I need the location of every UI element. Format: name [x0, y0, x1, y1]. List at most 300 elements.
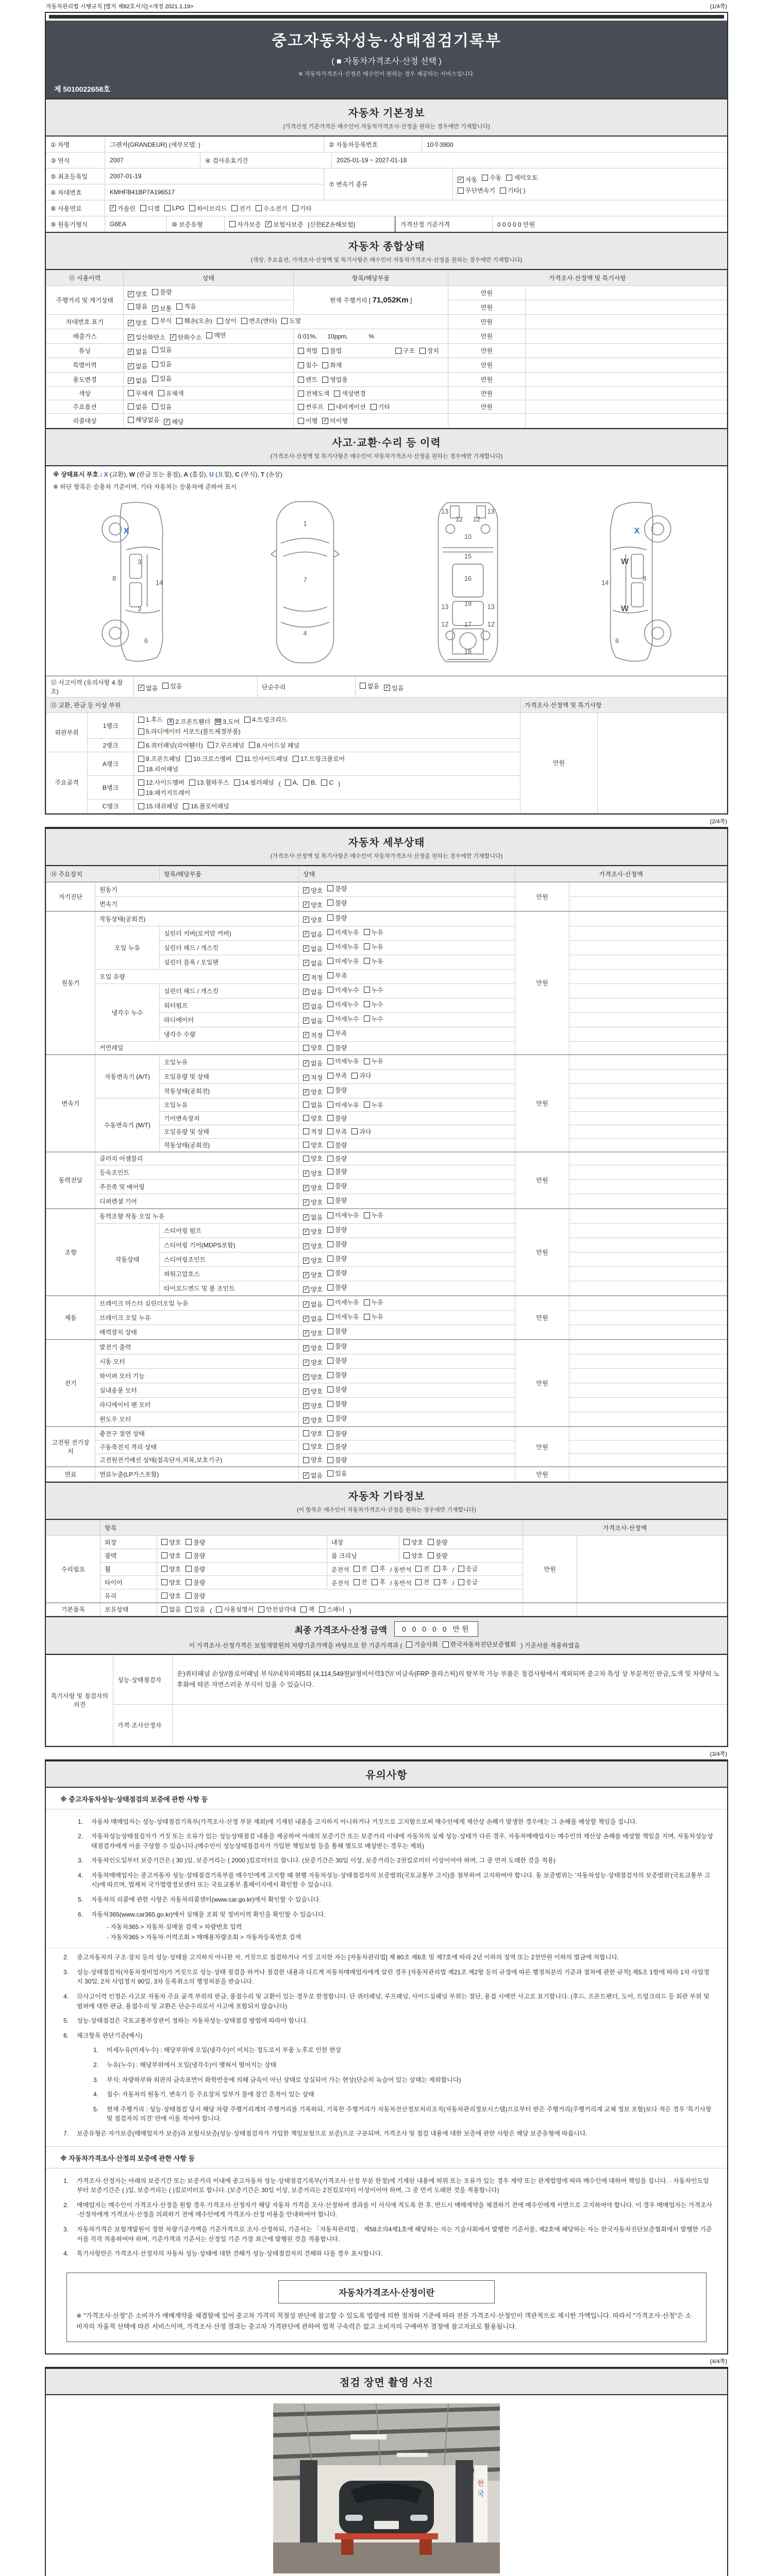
checkbox-양호[interactable] [303, 1114, 323, 1123]
checkbox-없음[interactable] [303, 1002, 323, 1011]
checkbox-label: 누유 [371, 928, 383, 936]
checkbox-양호[interactable] [128, 290, 147, 298]
checkbox-label: 누유 [371, 1101, 383, 1109]
checkbox-양호[interactable] [303, 916, 323, 924]
table-row: 작동상태(공회전) 양호 불량 [46, 1139, 727, 1152]
checkbox-A,[interactable] [285, 779, 298, 786]
checkbox-불량[interactable] [186, 1551, 205, 1560]
checkbox-불량[interactable] [327, 1114, 347, 1123]
checkbox-양호[interactable] [303, 886, 323, 895]
checkbox-무채색[interactable] [128, 389, 154, 398]
checkbox-누수[interactable] [364, 1000, 383, 1009]
checkbox-양호[interactable] [161, 1565, 181, 1573]
checkbox-가솔린[interactable] [110, 204, 136, 213]
registration-number-value: 10우3900 [427, 141, 453, 148]
checkbox-box-icon [186, 756, 192, 762]
checkbox-누유[interactable] [364, 928, 383, 937]
checkbox-양호[interactable] [303, 1455, 323, 1464]
checkbox-있음[interactable] [327, 1469, 347, 1478]
checkbox-미세누유[interactable] [327, 928, 359, 937]
detail-note: (가격조사·산정액 및 특기사항은 매수인이 자동차가격조사·산정을 원하는 경우에만 기재합니다) [270, 853, 503, 859]
checkbox-무단변속기[interactable] [458, 186, 495, 195]
checkbox-전기[interactable] [231, 204, 251, 213]
checkbox-있음[interactable] [152, 374, 172, 383]
checkbox-미세누수[interactable] [327, 1014, 359, 1023]
checkbox-한국자동차진단보증협회[interactable] [443, 1640, 516, 1649]
checkbox-LPG[interactable] [164, 205, 184, 212]
checkbox-label: 없음 [136, 363, 148, 370]
checkbox-label: 양호 [169, 1592, 181, 1600]
checkbox-label: 없음 [311, 1472, 323, 1479]
diagram-mark-14: 14 [155, 579, 163, 587]
checkbox-전[interactable] [354, 1564, 367, 1573]
checkbox-불량[interactable] [327, 1181, 347, 1190]
checkbox-부식[interactable] [152, 316, 172, 325]
notice-subline: - 자동차365 > 자동차·실매물 검색 > 차량번호 입력 [107, 1923, 242, 1931]
checkbox-5.라디에이터 서포트(볼트체결부품)[interactable] [138, 727, 241, 736]
checkbox-3.도어[interactable] [215, 717, 240, 726]
checkbox-양호[interactable] [303, 1270, 323, 1279]
checkbox-label: 11.인사이드패널 [244, 755, 288, 762]
checkbox-없음[interactable] [303, 1100, 323, 1109]
checkbox-누수[interactable] [364, 986, 383, 994]
checkbox-탄화수소[interactable] [170, 333, 201, 342]
final-price-bar [46, 1616, 727, 1655]
checkbox-15.대쉬패널[interactable] [138, 802, 178, 810]
checkbox-해당[interactable] [164, 417, 183, 426]
checkbox-미세누유[interactable] [327, 942, 359, 951]
legend-code-C: C [235, 471, 240, 478]
checkbox-훼손(오손)[interactable] [176, 316, 212, 325]
checkbox-색상변경[interactable] [334, 389, 365, 398]
checkbox-미세누수[interactable] [327, 1000, 359, 1009]
checkbox-전[interactable] [415, 1564, 429, 1573]
checkbox-6.쿼터패널(리어휀더)[interactable] [138, 741, 203, 750]
checkbox-불량[interactable] [327, 1141, 347, 1149]
checkbox-스패너[interactable] [319, 1605, 345, 1614]
checkbox-box-icon: ✓ [128, 334, 133, 340]
checkbox-적정[interactable] [303, 1031, 323, 1040]
checkbox-누유[interactable] [364, 1100, 383, 1109]
detail-header [46, 828, 727, 866]
checkbox-box-icon [327, 1328, 333, 1334]
checkbox-label: 보험사보증 [273, 221, 304, 228]
checkbox-미세누유[interactable] [327, 1100, 359, 1109]
checkbox-세미오토[interactable] [506, 173, 537, 182]
checkbox-없음[interactable] [303, 944, 323, 953]
checkbox-누유[interactable] [364, 1057, 383, 1065]
checkbox-전[interactable] [354, 1578, 367, 1586]
checkbox-불량[interactable] [327, 1414, 347, 1422]
checkbox-16.플로어패널[interactable] [183, 802, 229, 810]
checkbox-label: 잭 [308, 1606, 314, 1613]
checkbox-부족[interactable] [327, 1029, 347, 1038]
misc-grid [46, 1520, 727, 1616]
checkbox-box-icon [322, 377, 328, 383]
checkbox-보험사보증[interactable] [265, 220, 303, 229]
checkbox-양호[interactable] [303, 1242, 323, 1250]
checkbox-없음[interactable] [303, 1016, 323, 1025]
checkbox-적정[interactable] [303, 973, 323, 982]
checkbox-기타[interactable] [371, 402, 390, 411]
checkbox-없음[interactable] [128, 362, 147, 370]
checkbox-없음[interactable] [303, 930, 323, 939]
checkbox-썬루프[interactable] [298, 402, 324, 411]
checkbox-양호[interactable] [303, 1416, 323, 1425]
checkbox-누유[interactable] [364, 1211, 383, 1219]
checkbox-사용설명서[interactable] [216, 1605, 254, 1614]
checkbox-box-icon [281, 318, 288, 324]
checkbox-label: 색상변경 [342, 390, 366, 397]
checkbox-양호[interactable] [303, 1198, 323, 1207]
checkbox-불량[interactable] [428, 1538, 447, 1547]
final-price-amount: 0 0 0 0 0 만원 [394, 1621, 478, 1637]
checkbox-없음[interactable] [128, 376, 147, 385]
checkbox-box-icon: ✓ [304, 960, 309, 965]
checkbox-2.프론트휀더[interactable] [167, 717, 210, 726]
checkbox-불량[interactable] [186, 1591, 205, 1600]
checkbox-1.후드[interactable] [138, 715, 163, 724]
checkbox-box-icon [138, 756, 144, 762]
checkbox-하이브리드[interactable] [189, 204, 227, 213]
checkbox-없음[interactable] [138, 684, 158, 692]
checkbox-있음[interactable] [384, 684, 404, 692]
checkbox-장치[interactable] [419, 346, 439, 355]
table-row: 제동 브레이크 마스터 실린더오일 누유 ✓ 없음 미세누유 누유 만원 [46, 1296, 727, 1311]
checkbox-9.프론트패널[interactable] [138, 754, 181, 763]
checkbox-있음[interactable] [186, 1605, 205, 1614]
checkbox-box-icon [406, 1641, 412, 1648]
checkbox-label: 불량 [193, 1592, 206, 1600]
checkbox-불량[interactable] [327, 1254, 347, 1263]
car-diagrams [46, 491, 727, 675]
checkbox-양호[interactable] [303, 1183, 323, 1192]
checkbox-양호[interactable] [303, 1344, 323, 1352]
checkbox-label: 없음 [311, 1301, 323, 1308]
checkbox-양호[interactable] [303, 1429, 323, 1438]
checkbox-양호[interactable] [303, 1442, 323, 1451]
checkbox-box-icon: ✓ [128, 363, 133, 369]
checkbox-일산화탄소[interactable] [128, 333, 165, 342]
checkbox-box-icon [327, 885, 333, 891]
checkbox-box-icon [186, 1592, 192, 1599]
inspection-photos [46, 2395, 727, 2576]
checkbox-label: 없음 [367, 682, 380, 690]
checkbox-양호[interactable] [303, 901, 323, 909]
checkbox-label: 사용설명서 [224, 1606, 254, 1613]
checkbox-후[interactable] [372, 1564, 385, 1573]
checkbox-이행[interactable] [298, 416, 317, 425]
checkbox-box-icon [217, 318, 223, 324]
checkbox-불량[interactable] [327, 1196, 347, 1205]
checkbox-있음[interactable] [152, 345, 172, 354]
checkbox-과다[interactable] [351, 1127, 371, 1136]
table-row: 원동기 작동상태(공회전) ✓ 양호 불량 만원 [46, 911, 727, 926]
checkbox-box-icon [404, 1539, 410, 1545]
checkbox-수동[interactable] [482, 173, 501, 182]
checkbox-기술사회[interactable] [406, 1640, 438, 1649]
checkbox-양호[interactable] [161, 1591, 181, 1600]
checkbox-18.리어패널[interactable] [138, 765, 178, 773]
checkbox-기타( )[interactable] [500, 186, 526, 195]
checkbox-label: 없음 [311, 1101, 323, 1109]
checkbox-적정[interactable] [303, 1127, 323, 1136]
table-row: 동력전달 클러치 어셈블리 양호 불량 만원 [46, 1152, 727, 1165]
checkbox-불량[interactable] [327, 1043, 347, 1052]
checkbox-C[interactable] [321, 779, 333, 786]
checkbox-많음[interactable] [128, 302, 147, 311]
checkbox-누유[interactable] [364, 1312, 383, 1321]
diagram-mark-W: W [621, 604, 629, 614]
checkbox-label: 미세누수 [335, 1001, 359, 1008]
checkbox-양호[interactable] [303, 1329, 323, 1337]
checkbox-디젤[interactable] [140, 204, 160, 213]
checkbox-label: 있음 [160, 361, 172, 368]
checkbox-불량[interactable] [327, 1342, 347, 1350]
checkbox-있음[interactable] [152, 360, 172, 368]
checkbox-자가보증[interactable] [229, 220, 261, 229]
checkbox-적정[interactable] [303, 1073, 323, 1082]
transmission-options [453, 168, 727, 200]
price-definition-text: ※ "가격조사·산정"은 소비자가 매매계약을 체결함에 있어 중고차 가격의 적절성 판단에 참고할 수 있도록 법령에 의한 절차와 기준에 따라 전문 가격조사·산정인이 객관적으로 제시한 가액입니다. 따라서 "가격조사·산정"은 소비자의 자율적 선택에 따른 서비스이며, 가격조사·산정 결과는 중고차 가격판단에 관하여 법적 구속력은 없고 소비자의 구매여부 결정에 참고자료로 활용됩니다. [76, 2312, 692, 2330]
checkbox-응급[interactable] [458, 1578, 478, 1586]
checkbox-누유[interactable] [364, 1298, 383, 1307]
checkbox-양호[interactable] [303, 1285, 323, 1294]
amount-cell: 만원 [515, 1467, 569, 1482]
checkbox-양호[interactable] [303, 1169, 323, 1178]
checkbox-양호[interactable] [303, 1256, 323, 1265]
table-row [46, 1655, 727, 1704]
checkbox-미이행[interactable] [322, 416, 348, 425]
checkbox-보통[interactable] [152, 304, 172, 313]
checkbox-label: 양호 [311, 1114, 323, 1122]
checkbox-불량[interactable] [327, 913, 347, 922]
checkbox-불법[interactable] [322, 346, 342, 355]
checkbox-있음[interactable] [162, 682, 182, 690]
diagram-mark-12: 12 [441, 620, 449, 629]
checkbox-있음[interactable] [152, 402, 172, 411]
checkbox-변조(변타)[interactable] [241, 316, 277, 325]
checkbox-양호[interactable] [303, 1387, 323, 1396]
checkbox-영업용[interactable] [322, 375, 348, 384]
field-label: ⑩ 보증유형 [167, 216, 225, 232]
checkbox-불량[interactable] [327, 1356, 347, 1365]
checkbox-8.사이드실 패널[interactable] [249, 741, 299, 750]
price-definition-box [66, 2273, 707, 2343]
checkbox-불량[interactable] [327, 1154, 347, 1163]
basic-items-label: 기본품목 [46, 1603, 100, 1616]
checkbox-과다[interactable] [351, 1071, 371, 1080]
checkbox-적법[interactable] [298, 346, 317, 355]
checkbox-box-icon [327, 1314, 333, 1320]
checkbox-B,[interactable] [303, 779, 316, 786]
basic-info-table [46, 137, 727, 232]
checkbox-전[interactable] [415, 1578, 429, 1586]
checkbox-불량[interactable] [327, 1455, 347, 1464]
checkbox-미세누유[interactable] [327, 1312, 359, 1321]
checkbox-불량[interactable] [327, 1370, 347, 1379]
checkbox-불량[interactable] [327, 1268, 347, 1277]
checkbox-불량[interactable] [327, 1167, 347, 1176]
field-label: ② 자동차등록번호 [324, 137, 422, 152]
checkbox-불량[interactable] [327, 1225, 347, 1234]
checkbox-4.트렁크리드[interactable] [244, 715, 287, 724]
checkbox-없음[interactable] [161, 1605, 181, 1614]
checkbox-양호[interactable] [161, 1578, 181, 1587]
checkbox-불량[interactable] [327, 1442, 347, 1451]
page-marker-4: (4/4쪽) [710, 2359, 727, 2365]
checkbox-label: 없음 [311, 1017, 323, 1025]
checkbox-기타[interactable] [292, 204, 312, 213]
checkbox-미세누유[interactable] [327, 1298, 359, 1307]
checkbox-label: 렌트 [306, 376, 318, 383]
checkbox-양호[interactable] [303, 1401, 323, 1410]
checkbox-후[interactable] [434, 1564, 448, 1573]
checkbox-불량[interactable] [327, 884, 347, 893]
diagram-mark-1: 1 [303, 519, 307, 528]
checkbox-없음[interactable] [303, 1471, 323, 1480]
checkbox-box-icon: ✓ [304, 902, 309, 907]
checkbox-13.휠하우스[interactable] [189, 778, 229, 787]
checkbox-19.패키지트레이[interactable] [138, 788, 190, 797]
checkbox-17.트렁크플로어[interactable] [293, 754, 345, 763]
checkbox-불량[interactable] [327, 1429, 347, 1438]
checkbox-양호[interactable] [404, 1538, 423, 1547]
checkbox-누유[interactable] [364, 957, 383, 965]
checkbox-label: 적법 [306, 347, 318, 354]
final-price-note: 이 가격조사·산정가격은 보험개발원의 차량기준가액을 바탕으로 한 기준가격과 ( 기술사회 한국자동차진단보증협회 ) 기준서를 적용하였음 [189, 1641, 580, 1649]
checkbox-양호[interactable] [303, 1372, 323, 1381]
checkbox-전체도색[interactable] [298, 389, 329, 398]
checkbox-수소전기[interactable] [256, 204, 287, 213]
checkbox-상이[interactable] [217, 316, 237, 325]
checkbox-label: 없음 [169, 1606, 181, 1613]
checkbox-불량[interactable] [327, 1240, 347, 1248]
checkbox-미세누유[interactable] [327, 1211, 359, 1219]
checkbox-불량[interactable] [428, 1551, 447, 1560]
checkbox-없음[interactable] [303, 1213, 323, 1222]
checkbox-양호[interactable] [303, 1088, 323, 1096]
checkbox-불량[interactable] [186, 1538, 205, 1547]
checkbox-box-icon [161, 1566, 167, 1572]
checkbox-구조[interactable] [395, 346, 415, 355]
checkbox-누유[interactable] [364, 942, 383, 951]
checkbox-렌트[interactable] [298, 375, 317, 384]
checkbox-없음[interactable] [360, 682, 379, 690]
checkbox-양호[interactable] [303, 1358, 323, 1367]
checkbox-불량[interactable] [327, 1327, 347, 1335]
appraiser-label: 가격·조사산정자 [113, 1704, 173, 1745]
checkbox-후[interactable] [372, 1578, 385, 1586]
checkbox-box-icon [327, 1001, 333, 1007]
checkbox-누수[interactable] [364, 1014, 383, 1023]
checkbox-불량[interactable] [327, 1385, 347, 1394]
checkbox-label: 양호 [311, 1402, 323, 1410]
checkbox-box-icon: ✓ [304, 1315, 309, 1321]
checkbox-유채색[interactable] [158, 389, 184, 398]
checkbox-label: 미세누유 [335, 1299, 359, 1306]
checkbox-매연[interactable] [206, 331, 226, 340]
table-row: 라디에이터 팬 모터 ✓ 양호 불량 [46, 1398, 727, 1412]
checkbox-양호[interactable] [161, 1538, 181, 1547]
checkbox-양호[interactable] [303, 1154, 323, 1163]
checkbox-불량[interactable] [327, 899, 347, 907]
checkbox-부족[interactable] [327, 971, 347, 980]
checkbox-label: 상이 [224, 317, 237, 325]
checkbox-도말[interactable] [281, 316, 301, 325]
checkbox-불량[interactable] [152, 287, 172, 296]
checkbox-label: 불량 [335, 1241, 347, 1248]
table-row: 작동상태 스티어링 펌프 ✓ 양호 불량 [46, 1224, 727, 1238]
checkbox-침수[interactable] [298, 361, 317, 369]
checkbox-양호[interactable] [303, 1141, 323, 1149]
checkbox-10.크로스멤버[interactable] [186, 754, 232, 763]
checkbox-12.사이드멤버[interactable] [138, 778, 184, 787]
checkbox-box-icon [327, 1372, 333, 1378]
checkbox-없음[interactable] [128, 402, 147, 411]
checkbox-후[interactable] [434, 1578, 448, 1586]
notice-subitem: 4. 침수: 자동차의 원동기, 변속기 등 주요장치 일부가 물에 잠긴 흔적이 있는 상태 [93, 2091, 314, 2098]
checkbox-미세누유[interactable] [327, 957, 359, 965]
checkbox-box-icon [334, 391, 340, 397]
checkbox-label: 누수 [371, 1015, 383, 1023]
checkbox-잭[interactable] [300, 1605, 314, 1614]
checkbox-label: 양호 [311, 1272, 323, 1279]
checkbox-없음[interactable] [303, 988, 323, 996]
checkbox-양호[interactable] [303, 1227, 323, 1236]
checkbox-양호[interactable] [404, 1551, 423, 1560]
checkbox-화재[interactable] [322, 361, 342, 369]
checkbox-없음[interactable] [128, 347, 147, 356]
checkbox-box-icon [327, 1444, 333, 1450]
checkbox-box-icon [506, 175, 512, 181]
checkbox-불량[interactable] [327, 1086, 347, 1094]
checkbox-양호[interactable] [128, 318, 147, 327]
checkbox-14.필러패널[interactable] [234, 778, 274, 787]
checkbox-label: A, [292, 778, 299, 786]
checkbox-적음[interactable] [176, 302, 196, 311]
checkbox-양호[interactable] [161, 1551, 181, 1560]
checkbox-없음[interactable] [303, 959, 323, 968]
notice-item: 2. 자동차성능상태점검자가 거짓 또는 오류가 있는 성능상태점검 내용을 제공하여 아래의 보증기간 또는 보증거리 이내에 자동차의 실제 성능·상태가 다른 경우, 자동차매매업자는 매수인의 재산상 손해를 배상할 책임을 지며, 자동차성능상태점검자에게 이를 구상할 수 있습니다.(매수인이 성능상태점검자가 가입한 책임보험 등을 통해 별도로 배상받는 경우는 제외) [78, 1833, 713, 1850]
checkbox-7.루프패널[interactable] [208, 741, 244, 750]
checkbox-양호[interactable] [303, 1043, 323, 1052]
checkbox-box-icon [138, 803, 144, 809]
checkbox-부족[interactable] [327, 1127, 347, 1136]
checkbox-해당없음[interactable] [128, 415, 159, 424]
checkbox-불량[interactable] [327, 1283, 347, 1292]
field-label: ⑤ 최초등록일 [46, 168, 105, 184]
checkbox-불량[interactable] [186, 1578, 205, 1587]
checkbox-네비게이션[interactable] [328, 402, 366, 411]
checkbox-11.인사이드패널[interactable] [237, 754, 288, 763]
checkbox-없음[interactable] [303, 1314, 323, 1323]
checkbox-미세누수[interactable] [327, 986, 359, 994]
checkbox-미세누유[interactable] [327, 1057, 359, 1065]
checkbox-box-icon [328, 404, 334, 410]
table-row: 전기 발전기 출력 ✓ 양호 불량 만원 [46, 1340, 727, 1354]
checkbox-불량[interactable] [327, 1399, 347, 1408]
diagram-mark-X: X [123, 527, 129, 536]
checkbox-불량[interactable] [186, 1565, 205, 1573]
checkbox-자동[interactable] [458, 175, 477, 184]
checkbox-안전삼각대[interactable] [258, 1605, 296, 1614]
checkbox-부족[interactable] [327, 1071, 347, 1080]
checkbox-없음[interactable] [303, 1059, 323, 1067]
checkbox-응급[interactable] [458, 1564, 478, 1573]
checkbox-없음[interactable] [303, 1300, 323, 1309]
diagram-mark-3: 3 [137, 605, 141, 613]
